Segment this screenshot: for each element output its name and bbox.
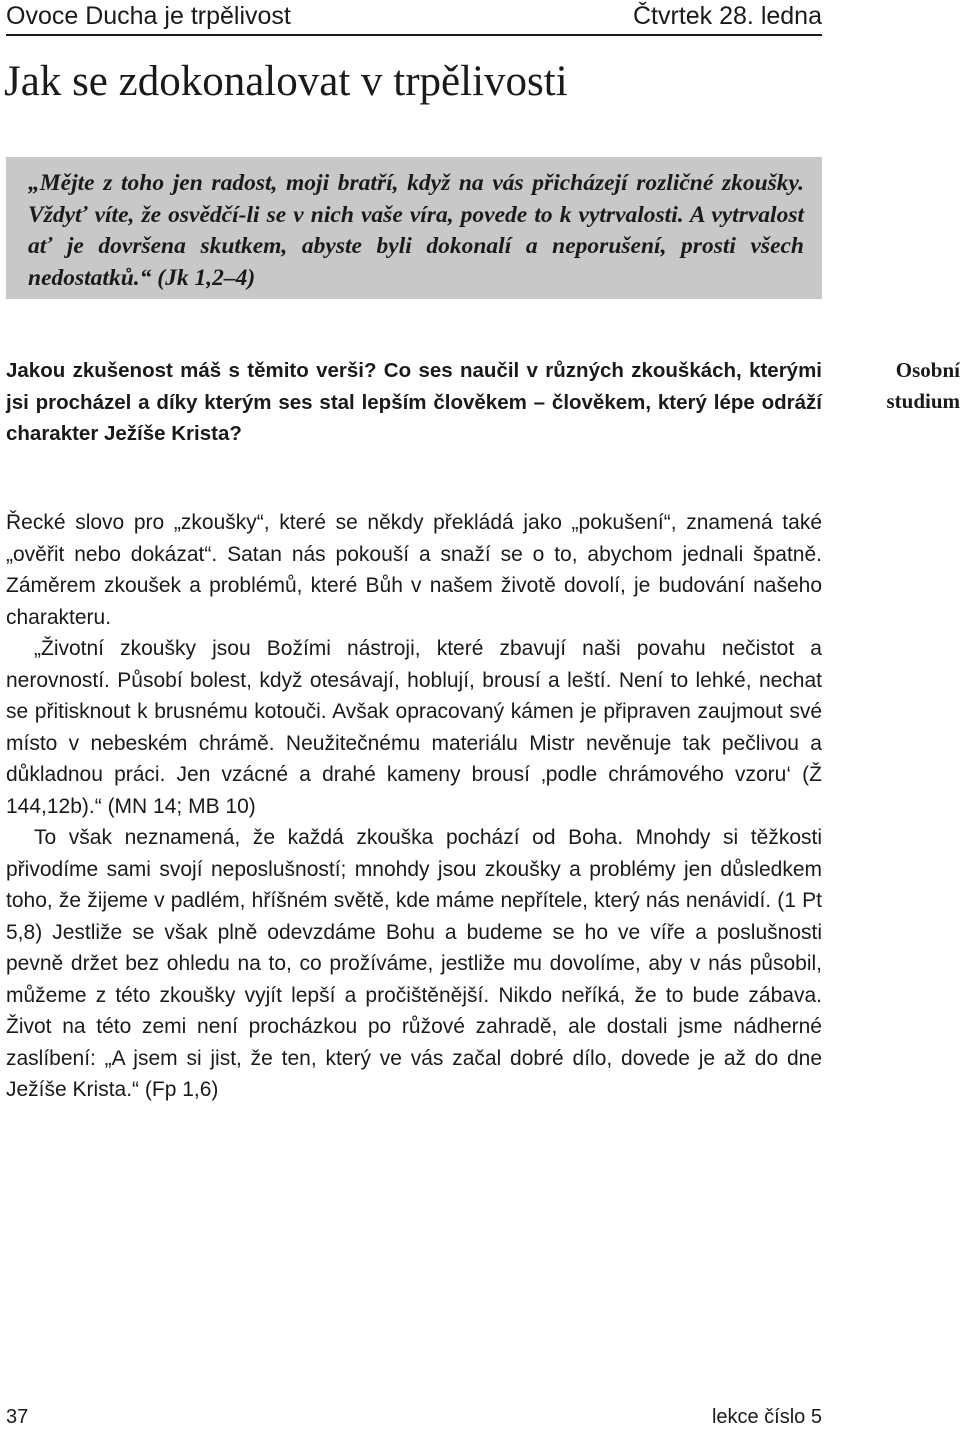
memory-verse-box <box>6 157 822 299</box>
study-question: Jakou zkušenost máš s těmito verši? Co ses naučil v různých zkouškách, kterými jsi procházel a díky kterým ses stal lepším člověkem – člověkem, který lépe odráží charakter Ježíše Krista? <box>6 359 822 445</box>
body-text <box>6 507 822 1106</box>
header-divider <box>6 34 822 36</box>
sidebar-label-line-1: Osobní <box>895 358 960 382</box>
body-paragraph-3: To však neznamená, že každá zkouška pochází od Boha. Mnohdy si těžkosti přivodíme sami svojí neposlušností; mnohdy jsou zkoušky a problémy jen důsledkem toho, že žijeme v padlém, hříšném světě, kde máme nepřítele, který nás nenávidí. (1 Pt 5,8) Jestliže se však plně odevzdáme Bohu a budeme se ho ve víře a poslušnosti pevně držet bez ohledu na to, co prožíváme, jestliže mu dovolíme, aby v nás působil, můžeme z této zkoušky vyjít lepší a pročištěnější. Nikdo neříká, že to bude zábava. Život na této zemi není procházkou po růžové zahradě, ale dostali jsme nádherné zaslíbení: „A jsem si jist, že ten, který ve vás začal dobré dílo, dovede je až do dne Ježíše Krista.“ (Fp 1,6) <box>6 826 822 1101</box>
body-paragraph-2: „Životní zkoušky jsou Božími nástroji, které zbavují naši povahu nečistot a nerovností. Působí bolest, když otesávají, hoblují, brousí a leští. Není to lehké, nechat se přitisknout k brusnému kotouči. Avšak opracovaný kámen je připraven zaujmout své místo v nebeském chrámě. Neužitečnému materiálu Mistr nevěnuje tak pečlivou a důkladnou práci. Jen vzácné a drahé kameny brousí ‚podle chrámového vzoru‘ (Ž 144,12b).“ (MN 14; MB 10) <box>6 637 822 818</box>
series-title: Ovoce Ducha je trpělivost <box>6 2 291 30</box>
body-paragraph-1: Řecké slovo pro „zkoušky“, které se někdy překládá jako „pokušení“, znamená také „ověřit nebo dokázat“. Satan nás pokouší a snaží se o to, abychom jednali špatně. Záměrem zkoušek a problémů, které Bůh v našem životě dovolí, je budování našeho charakteru. <box>6 511 822 629</box>
sidebar-label-line-2: studium <box>886 389 960 413</box>
sidebar-section-label <box>836 355 960 417</box>
memory-verse-text: „Mějte z toho jen radost, moji bratří, když na vás přicházejí rozličné zkoušky. Vždyť víte, že osvědčí-li se v nich vaše víra, povede to k vytrvalosti. A vytrvalost ať je dovršena skutkem, abyste byli dokonalí a neporušení, prosti všech nedostatků.“ (Jk 1,2–4) <box>28 170 804 291</box>
lesson-label: lekce číslo 5 <box>711 1406 822 1428</box>
page-number: 37 <box>6 1406 29 1428</box>
page-title: Jak se zdokonalovat v trpělivosti <box>4 58 568 105</box>
day-date: Čtvrtek 28. ledna <box>633 2 822 30</box>
